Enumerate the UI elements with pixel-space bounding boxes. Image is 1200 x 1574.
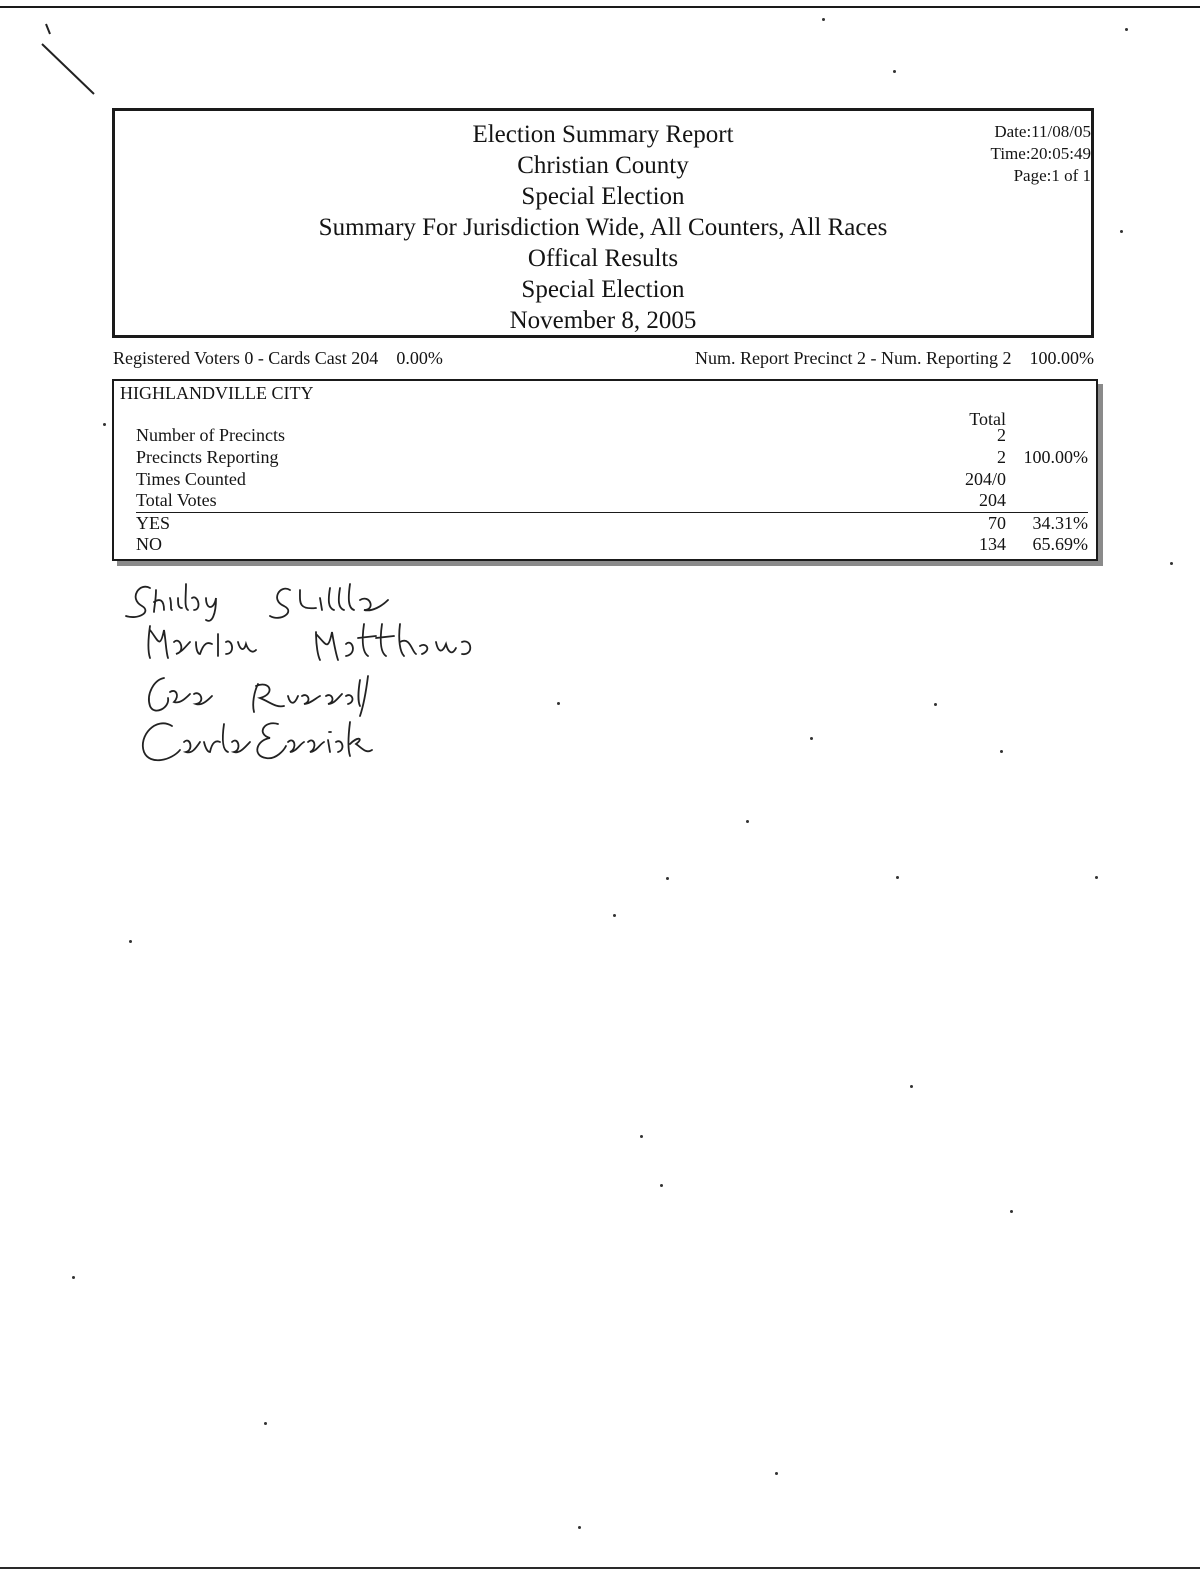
registered-voters-text: Registered Voters 0 - Cards Cast 204 bbox=[113, 348, 379, 368]
row-value: 204 bbox=[979, 490, 1006, 510]
report-title: Election Summary Report bbox=[472, 121, 734, 148]
scan-speck bbox=[666, 877, 669, 880]
scan-speck bbox=[557, 702, 560, 705]
scan-speck bbox=[129, 940, 132, 943]
report-title-block bbox=[115, 119, 1091, 336]
scan-speck bbox=[775, 1472, 778, 1475]
row-percent: 65.69% bbox=[1032, 534, 1088, 554]
result-row bbox=[136, 447, 1088, 468]
scan-speck bbox=[264, 1422, 267, 1425]
scan-speck bbox=[1000, 750, 1003, 753]
summary-scope: Summary For Jurisdiction Wide, All Counters, All Races bbox=[318, 214, 888, 241]
report-time: Time:20:05:49 bbox=[990, 144, 1091, 163]
precinct-reporting-summary bbox=[695, 348, 1094, 369]
row-label: Number of Precincts bbox=[136, 425, 285, 445]
result-row bbox=[136, 534, 1088, 555]
jurisdiction-name: HIGHLANDVILLE CITY bbox=[120, 383, 314, 403]
precinct-reporting-pct: 100.00% bbox=[1029, 348, 1094, 368]
result-row bbox=[136, 425, 1088, 446]
scan-speck bbox=[640, 1135, 643, 1138]
scan-speck bbox=[1095, 876, 1098, 879]
scan-speck bbox=[1125, 28, 1128, 31]
top-edge-rule bbox=[0, 6, 1200, 8]
results-box bbox=[112, 379, 1098, 561]
handwritten-signatures bbox=[120, 580, 540, 780]
row-label: Times Counted bbox=[136, 469, 246, 489]
signature-scribbles bbox=[120, 580, 540, 780]
row-value: 134 bbox=[979, 534, 1006, 554]
total-column-header: Total bbox=[969, 409, 1006, 429]
row-label: Total Votes bbox=[136, 490, 217, 510]
election-date: November 8, 2005 bbox=[509, 307, 697, 334]
row-label: NO bbox=[136, 534, 162, 554]
result-row bbox=[136, 490, 1088, 511]
result-row bbox=[136, 513, 1088, 534]
row-percent: 100.00% bbox=[1023, 447, 1088, 467]
bottom-edge-rule bbox=[0, 1567, 1200, 1569]
election-type: Special Election bbox=[521, 183, 685, 210]
row-label: YES bbox=[136, 513, 171, 533]
registered-voters-pct: 0.00% bbox=[396, 348, 443, 368]
scan-mark bbox=[40, 20, 100, 100]
scan-speck bbox=[746, 820, 749, 823]
county-name: Christian County bbox=[517, 152, 689, 179]
scan-speck bbox=[613, 914, 616, 917]
result-row bbox=[136, 469, 1088, 490]
scan-speck bbox=[896, 876, 899, 879]
scan-speck bbox=[893, 70, 896, 73]
registered-voters-summary bbox=[113, 348, 443, 369]
row-percent: 34.31% bbox=[1032, 513, 1088, 533]
row-value: 204/0 bbox=[964, 469, 1006, 489]
scan-speck bbox=[578, 1526, 581, 1529]
scan-speck bbox=[910, 1085, 913, 1088]
election-name: Special Election bbox=[521, 276, 685, 303]
scan-speck bbox=[72, 1276, 75, 1279]
scan-speck bbox=[1010, 1210, 1013, 1213]
precinct-reporting-text: Num. Report Precinct 2 - Num. Reporting 2 bbox=[695, 348, 1012, 368]
row-label: Precincts Reporting bbox=[136, 447, 279, 467]
report-meta bbox=[991, 121, 1091, 187]
scan-speck bbox=[822, 18, 825, 21]
report-page: Page:1 of 1 bbox=[1013, 166, 1091, 185]
scan-speck bbox=[103, 423, 106, 426]
scan-speck bbox=[934, 703, 937, 706]
row-value: 2 bbox=[997, 447, 1006, 467]
scan-speck bbox=[1120, 230, 1123, 233]
results-status: Offical Results bbox=[527, 245, 679, 272]
report-date: Date:11/08/05 bbox=[994, 122, 1091, 141]
scan-speck bbox=[810, 737, 813, 740]
row-value: 70 bbox=[988, 513, 1006, 533]
report-header-box bbox=[112, 108, 1094, 338]
scan-speck bbox=[1170, 562, 1173, 565]
row-value: 2 bbox=[997, 425, 1006, 445]
scan-speck bbox=[660, 1184, 663, 1187]
